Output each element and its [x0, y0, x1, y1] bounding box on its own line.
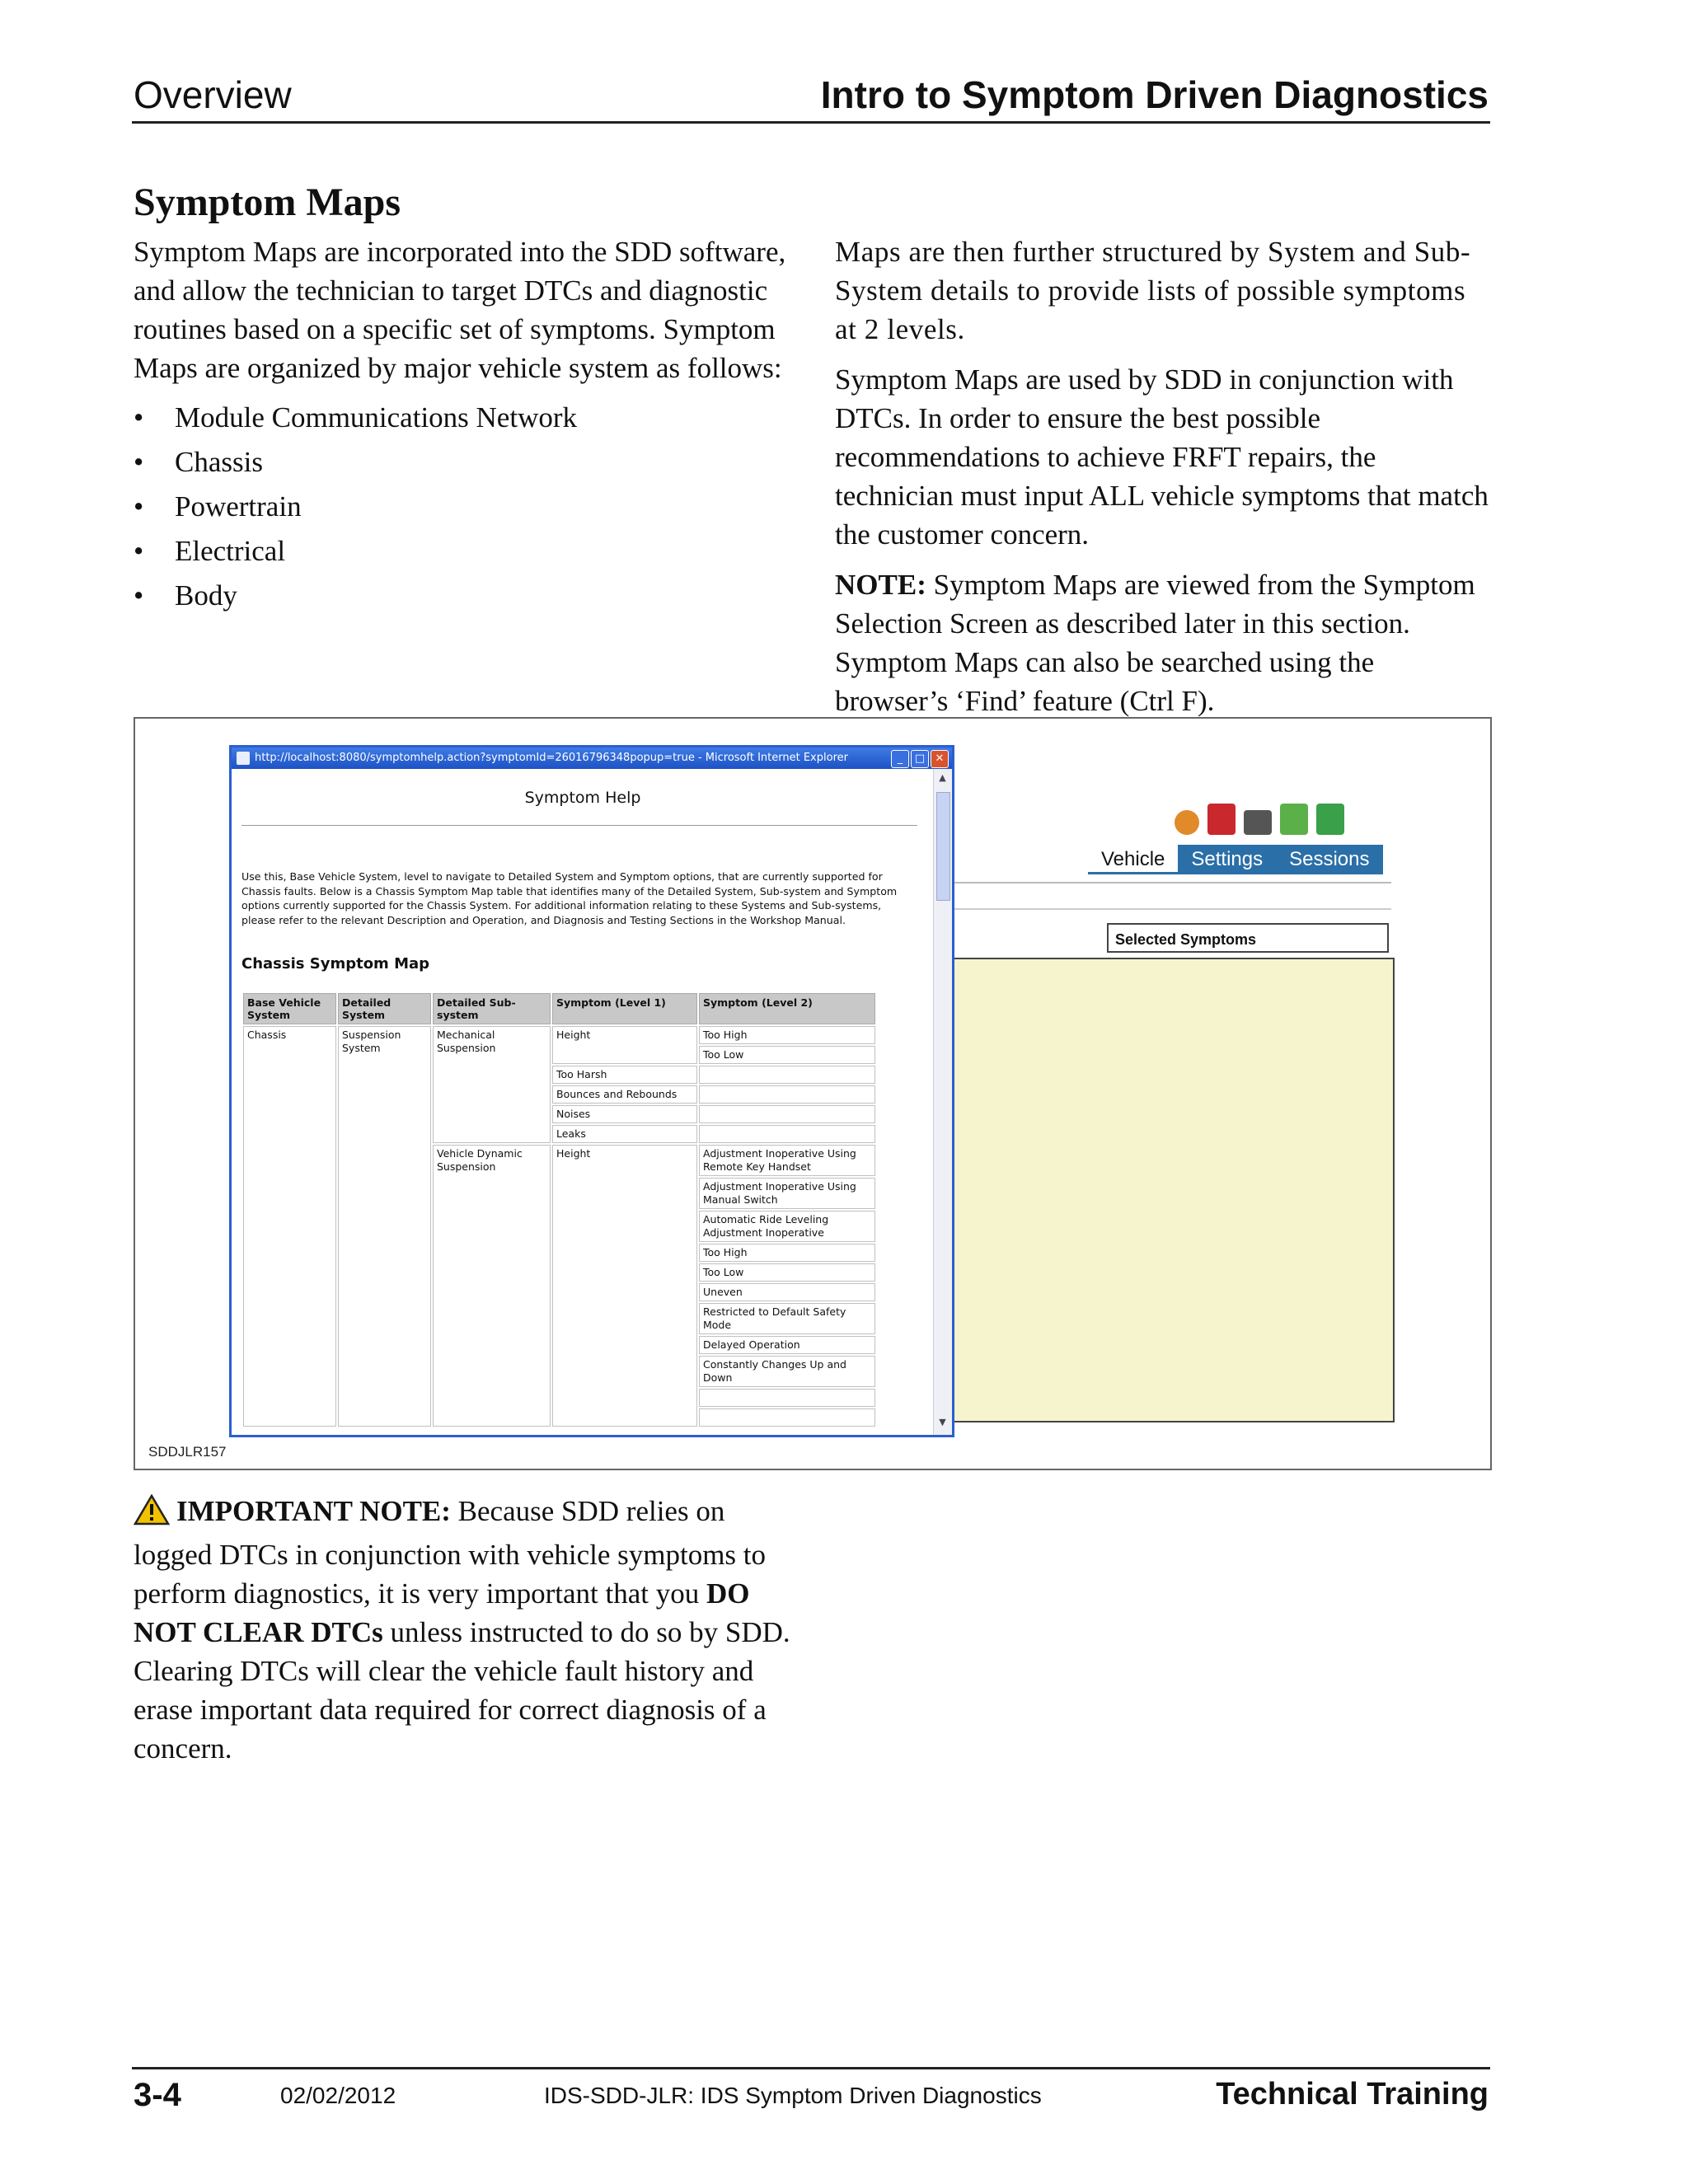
tab-settings[interactable]: Settings — [1178, 845, 1276, 874]
tab-sessions[interactable]: Sessions — [1276, 845, 1382, 874]
tab-vehicle[interactable]: Vehicle — [1088, 845, 1178, 874]
table-cell — [699, 1066, 875, 1084]
table-cell: Vehicle Dynamic Suspension — [433, 1145, 551, 1427]
table-cell: Too High — [699, 1026, 875, 1044]
symptom-map-table — [241, 991, 877, 1428]
important-note-text2: unless instructed to do so by SDD. Clearing DTCs will clear the vehicle fault history and erase important data required for correct diagnosis of a concern. — [134, 1616, 790, 1765]
footer-course: IDS-SDD-JLR: IDS Symptom Driven Diagnostics — [544, 2083, 1042, 2108]
important-note-emphasis: DO NOT CLEAR DTCs — [134, 1577, 750, 1648]
table-cell: Too High — [699, 1244, 875, 1262]
section-title: Symptom Maps — [134, 180, 401, 224]
intro-paragraph: Symptom Maps are incorporated into the SDD software, and allow the technician to target DTCs and diagnostic routines based on a specific set of symptoms. Symptom Maps are organized by major vehicle system as follows: — [134, 236, 786, 384]
map-heading: Chassis Symptom Map — [241, 955, 430, 972]
maximize-icon[interactable]: □ — [911, 750, 929, 768]
table-cell: Automatic Ride Leveling Adjustment Inoperative — [699, 1211, 875, 1242]
note-label: NOTE: — [835, 569, 926, 601]
table-cell: Uneven — [699, 1283, 875, 1301]
footer-brand: Technical Training — [1216, 2077, 1489, 2111]
divider — [942, 908, 1391, 910]
minimize-icon[interactable]: _ — [891, 750, 909, 768]
vci-icon[interactable] — [1207, 804, 1236, 835]
app-tabs — [1088, 845, 1383, 874]
list-item: • Chassis — [134, 440, 793, 485]
table-cell: Mechanical Suspension — [433, 1026, 551, 1143]
scroll-down-icon[interactable]: ▼ — [939, 1417, 946, 1427]
header-section: Overview — [134, 73, 292, 116]
window-titlebar[interactable] — [232, 748, 952, 769]
list-item: • Electrical — [134, 529, 793, 574]
table-cell — [699, 1105, 875, 1123]
close-icon[interactable]: ✕ — [931, 750, 949, 768]
list-item: • Powertrain — [134, 485, 793, 529]
usage-paragraph: Symptom Maps are used by SDD in conjunction with DTCs. In order to ensure the best possible recommendations to achieve FRFT repairs, the technician must input ALL vehicle symptoms that match the customer concern. — [835, 363, 1489, 551]
selected-symptoms-panel — [942, 958, 1395, 1422]
warning-icon — [134, 1494, 170, 1535]
table-cell: Restricted to Default Safety Mode — [699, 1303, 875, 1334]
table-cell — [699, 1085, 875, 1104]
page-number: 3-4 — [134, 2077, 181, 2113]
table-cell: Chassis — [243, 1026, 336, 1427]
table-cell: Suspension System — [338, 1026, 431, 1427]
footer-date: 02/02/2012 — [280, 2083, 396, 2108]
column-header: Symptom (Level 2) — [699, 993, 875, 1024]
header-rule — [132, 121, 1490, 124]
divider — [942, 882, 1391, 883]
system-list — [134, 396, 793, 618]
popup-intro: Use this, Base Vehicle System, level to navigate to Detailed System and Symptom options, that are currently supported for Chassis faults. Below is a Chassis Symptom Map table that identifies many of the Detailed System, Sub-system and Symptom options currently supported for the Chassis System. For additional information relating to these Systems and Sub-systems, please refer to the relevant Description and Operation, and Diagnosis and Testing Sections in the Workshop Manual. — [241, 870, 898, 926]
column-header: Detailed Sub-system — [433, 993, 551, 1024]
structure-paragraph: Maps are then further structured by System and Sub-System details to provide lists of possible symptoms at 2 levels. — [835, 236, 1471, 345]
table-cell: Too Low — [699, 1263, 875, 1282]
window-title: http://localhost:8080/symptomhelp.action?symptomId=26016796348popup=true - Microsoft Internet Explorer — [255, 752, 848, 764]
table-cell: Height — [552, 1026, 697, 1064]
important-note-text1: Because SDD relies on logged DTCs in conjunction with vehicle symptoms to perform diagnostics, it is very important that you — [134, 1495, 767, 1610]
popup-page-title: Symptom Help — [524, 789, 641, 807]
table-cell: Noises — [552, 1105, 697, 1123]
note-text: Symptom Maps are viewed from the Symptom Selection Screen as described later in this section. Symptom Maps can also be searched using the browser’s ‘Find’ feature (Ctrl F). — [835, 569, 1475, 717]
table-cell: Height — [552, 1145, 697, 1427]
popup-scrollbar[interactable] — [933, 769, 952, 1435]
scroll-thumb[interactable] — [936, 792, 950, 901]
gear-icon[interactable] — [1175, 810, 1199, 835]
right-column — [835, 232, 1494, 720]
table-cell — [699, 1389, 875, 1407]
printer-icon[interactable] — [1244, 810, 1272, 835]
table-cell: Adjustment Inoperative Using Manual Switch — [699, 1178, 875, 1209]
column-header: Base Vehicle System — [243, 993, 336, 1024]
ie-icon — [237, 752, 250, 765]
left-column — [134, 232, 793, 618]
selected-symptoms-header[interactable]: Selected Symptoms — [1107, 923, 1389, 953]
figure-label: SDDJLR157 — [148, 1444, 227, 1460]
table-cell: Too Harsh — [552, 1066, 697, 1084]
column-header: Symptom (Level 1) — [552, 993, 697, 1024]
scroll-up-icon[interactable]: ▲ — [939, 772, 946, 783]
table-cell — [699, 1125, 875, 1143]
table-cell: Adjustment Inoperative Using Remote Key Handset — [699, 1145, 875, 1176]
important-note-label: IMPORTANT NOTE: — [176, 1495, 451, 1527]
list-item: • Body — [134, 574, 793, 618]
list-item: • Module Communications Network — [134, 396, 793, 440]
footer-rule — [132, 2067, 1490, 2069]
table-cell — [699, 1408, 875, 1427]
table-cell: Too Low — [699, 1046, 875, 1064]
note-paragraph — [835, 565, 1494, 720]
column-header: Detailed System — [338, 993, 431, 1024]
exit-icon[interactable] — [1316, 804, 1344, 835]
important-note — [134, 1492, 809, 1768]
symptom-help-window — [229, 745, 954, 1437]
document-icon[interactable] — [1280, 804, 1308, 835]
table-cell: Bounces and Rebounds — [552, 1085, 697, 1104]
toolbar-icons — [1175, 804, 1349, 839]
header-chapter: Intro to Symptom Driven Diagnostics — [820, 73, 1489, 116]
table-cell: Leaks — [552, 1125, 697, 1143]
table-cell: Constantly Changes Up and Down — [699, 1356, 875, 1387]
popup-rule — [241, 825, 917, 826]
table-cell: Delayed Operation — [699, 1336, 875, 1354]
